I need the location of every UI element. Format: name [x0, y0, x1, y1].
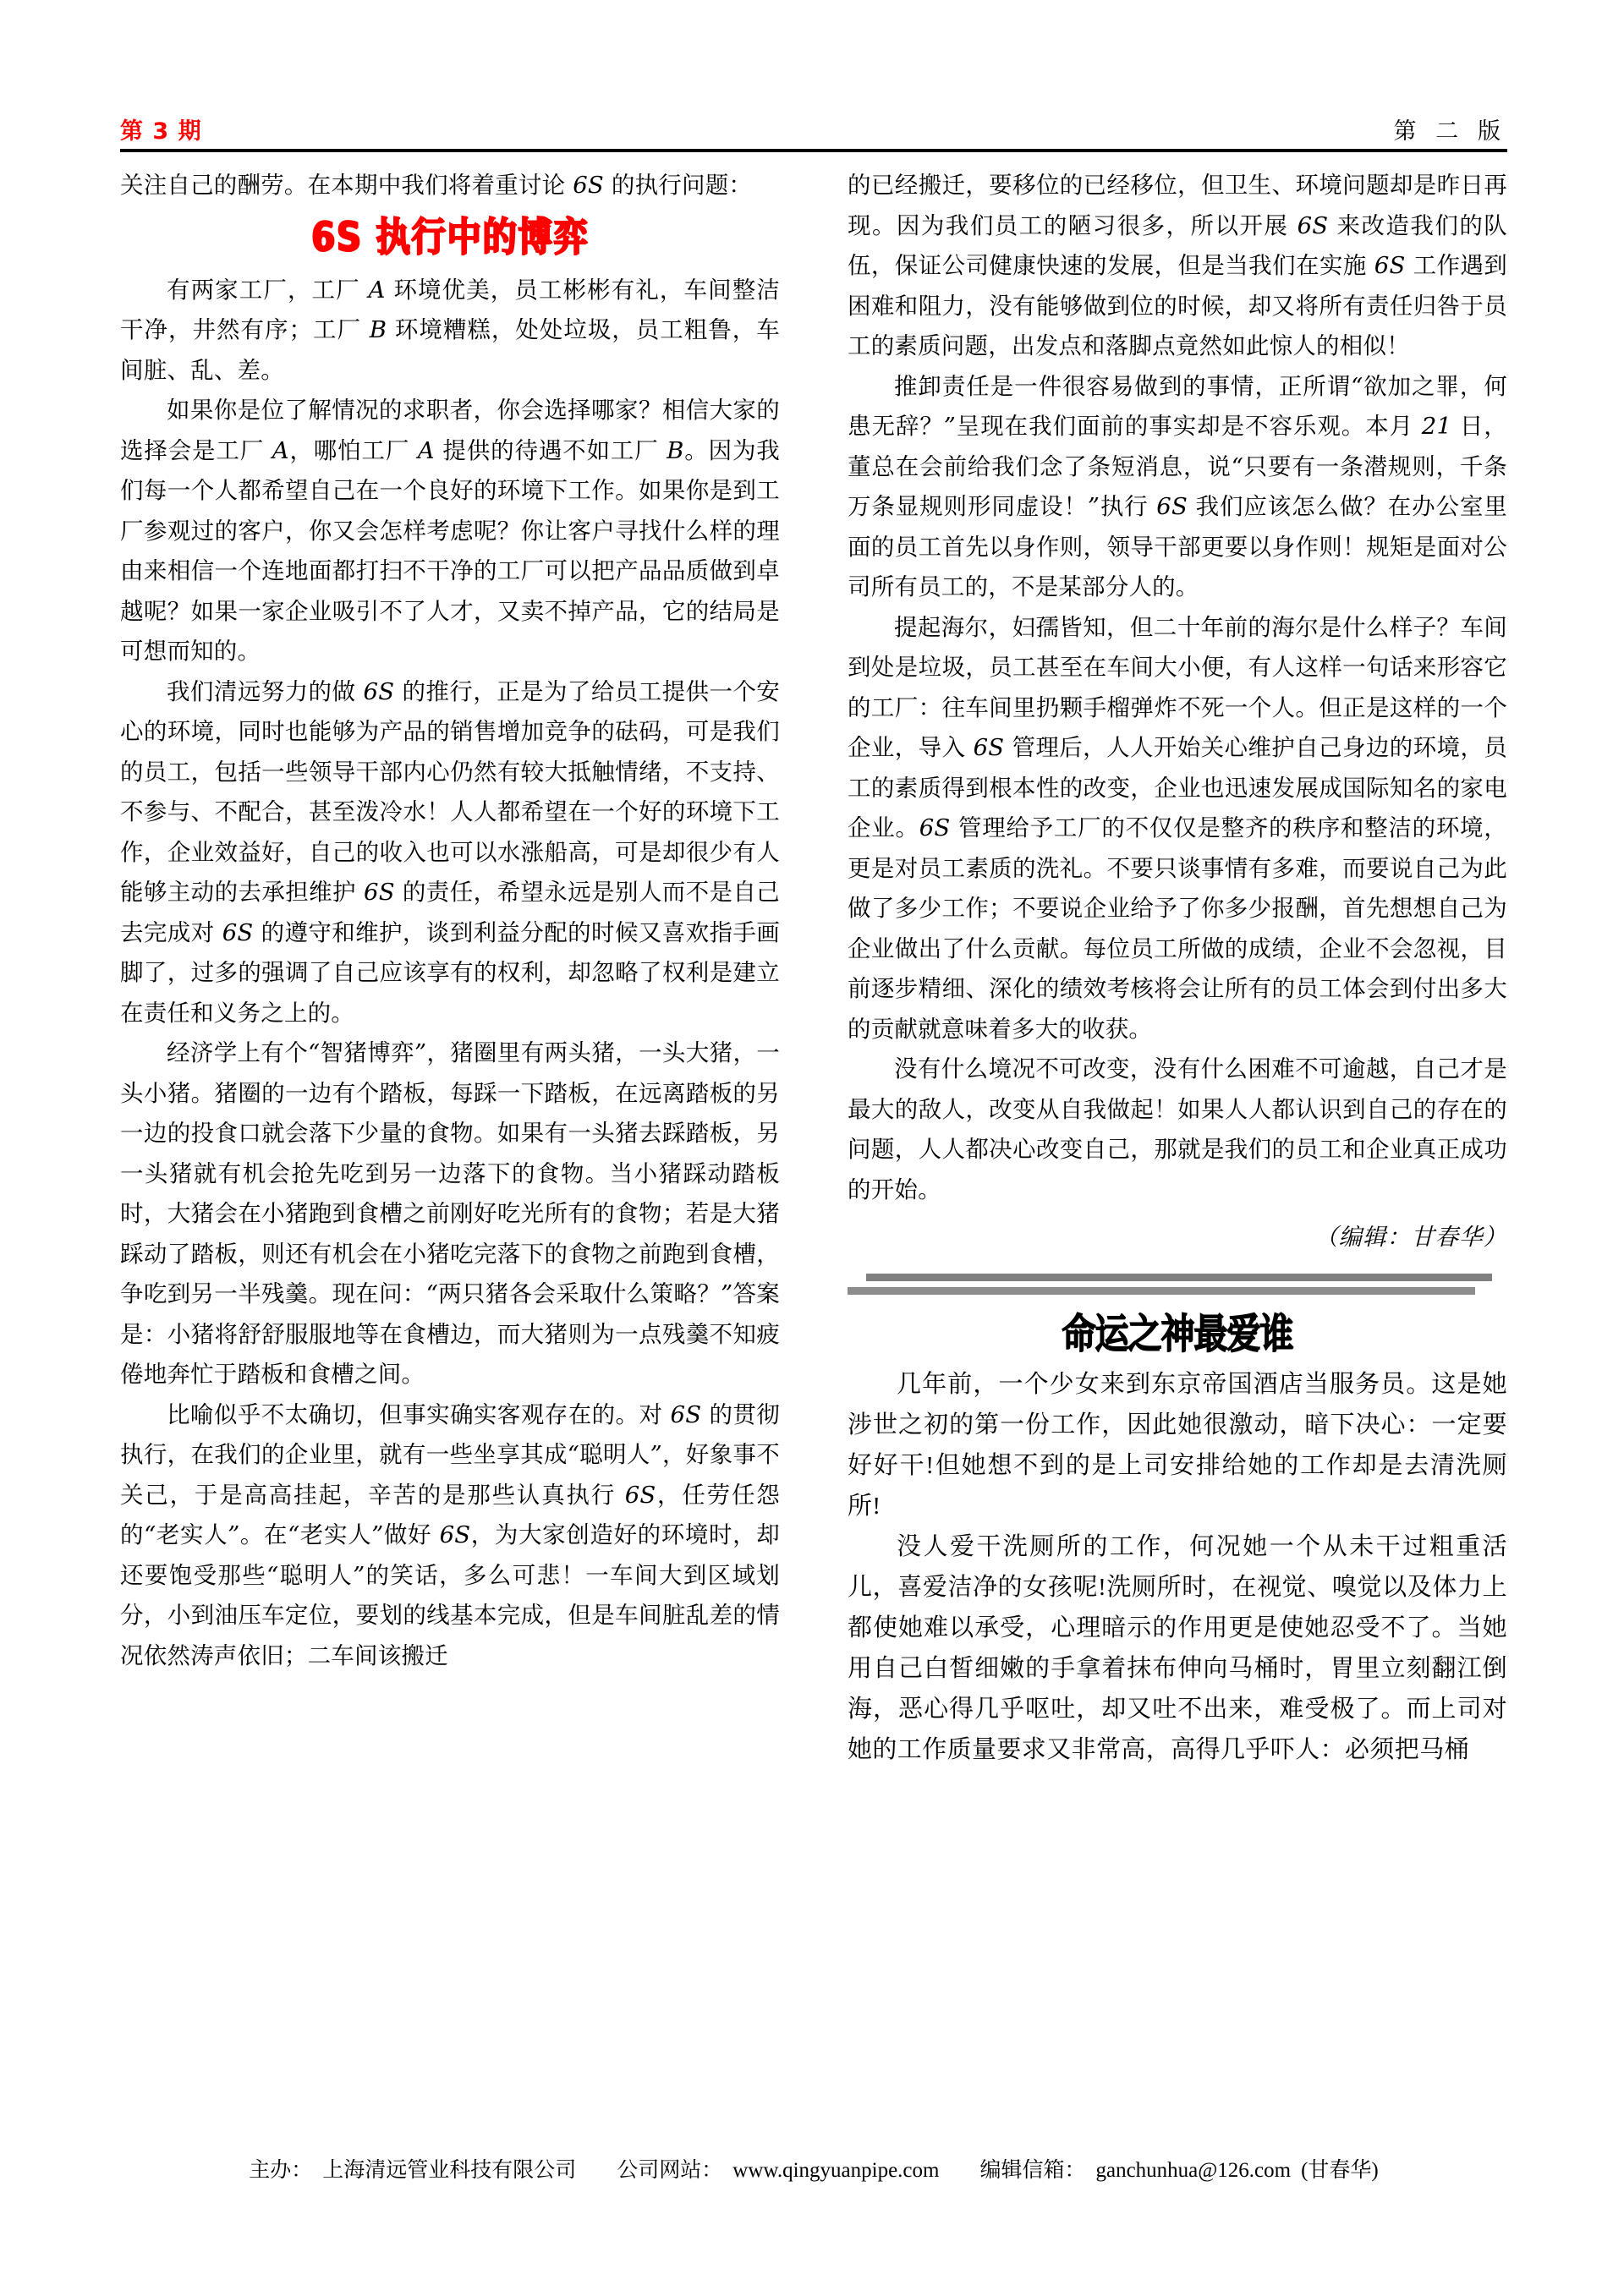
article1-paragraph: 比喻似乎不太确切，但事实确实客观存在的。对 6S 的贯彻执行，在我们的企业里，就有一些坐享其成“聪明人”，好象事不关己，于是高高挂起，辛苦的是那些认真执行 6S，任劳任怨的“老实人”。在“老实人”做好 6S，为大家创造好的环境时，却还要饱受那些“聪明人”的笑话，多么可悲！一车间大到区域划分，小到油压车定位，要划的线基本完成，但是车间脏乱差的情况依然涛声依旧；二车间该搬迁	[120, 1400, 780, 1669]
footer-website-value[interactable]: www.qingyuanpipe.com	[732, 2159, 940, 2182]
footer-email-label: 编辑信箱：	[979, 2159, 1086, 2182]
footer-editor-name: (甘春华)	[1301, 2159, 1379, 2182]
article-divider	[848, 1271, 1507, 1300]
article1-paragraph: 如果你是位了解情况的求职者，你会选择哪家？相信大家的选择会是工厂 A，哪怕工厂 A 提供的待遇不如工厂 B。因为我们每一个人都希望自己在一个良好的环境下工作。如果你是到工厂参观过的客户，你又会怎样考虑呢？你让客户寻找什么样的理由来相信一个连地面都打扫不干净的工厂可以把产品品质做到卓越呢？如果一家企业吸引不了人才，又卖不掉产品，它的结局是可想而知的。	[120, 397, 780, 665]
article1-paragraph: 没有什么境况不可改变，没有什么困难不可逾越，自己才是最大的敌人，改变从自我做起！如果人人都认识到自己的存在的问题，人人都决心改变自己，那就是我们的员工和企业真正成功的开始。	[848, 1055, 1507, 1203]
page-footer	[120, 2155, 1507, 2187]
article-columns	[120, 166, 1507, 2111]
article1-paragraph: 经济学上有个“智猪博弈”，猪圈里有两头猪，一头大猪，一头小猪。猪圈的一边有个踏板，每踩一下踏板，在远离踏板的另一边的投食口就会落下少量的食物。如果有一头猪去踩踏板，另一头猪就有机会抢先吃到另一边落下的食物。当小猪踩动踏板时，大猪会在小猪跑到食槽之前刚好吃光所有的食物；若是大猪踩动了踏板，则还有机会在小猪吃完落下的食物之前跑到食槽，争吃到另一半残羹。现在问：“两只猪各会采取什么策略？”答案是：小猪将舒舒服服地等在食槽边，而大猪则为一点残羹不知疲倦地奔忙于踏板和食槽之间。	[120, 1039, 780, 1388]
right-column	[848, 166, 1507, 1770]
article1-paragraph: 提起海尔，妇孺皆知，但二十年前的海尔是什么样子？车间到处是垃圾，员工甚至在车间大小便，有人这样一句话来形容它的工厂：往车间里扔颗手榴弹炸不死一个人。但正是这样的一个企业，导入 6S 管理后，人人开始关心维护自己身边的环境，员工的素质得到根本性的改变，企业也迅速发展成国际知名的家电企业。6S 管理给予工厂的不仅仅是整齐的秩序和整洁的环境，更是对员工素质的洗礼。不要只谈事情有多难，而要说自己为此做了多少工作；不要说企业给予了你多少报酬，首先想想自己为企业做出了什么贡献。每位员工所做的成绩，企业不会忽视，目前逐步精细、深化的绩效考核将会让所有的员工体会到付出多大的贡献就意味着多大的收获。	[848, 613, 1507, 1043]
masthead-issue-number: 第 3 期	[120, 118, 202, 145]
footer-website-label: 公司网站：	[617, 2159, 723, 2182]
article1-paragraph: 我们清远努力的做 6S 的推行，正是为了给员工提供一个安心的环境，同时也能够为产品的销售增加竞争的砝码，可是我们的员工，包括一些领导干部内心仍然有较大抵触情绪，不支持、不参与、不配合，甚至泼冷水！人人都希望在一个好的环境下工作，企业效益好，自己的收入也可以水涨船高，可是却很少有人能够主动的去承担维护 6S 的责任，希望永远是别人而不是自己去完成对 6S 的遵守和维护，谈到利益分配的时候又喜欢指手画脚了，过多的强调了自己应该享有的权利，却忽略了权利是建立在责任和义务之上的。	[120, 677, 780, 1027]
article1-title: 6S 执行中的博弈	[310, 214, 590, 260]
footer-email-value[interactable]: ganchunhua@126.com	[1095, 2159, 1292, 2182]
article1-paragraph: 的已经搬迁，要移位的已经移位，但卫生、环境问题却是昨日再现。因为我们员工的陋习很多，所以开展 6S 来改造我们的队伍，保证公司健康快速的发展，但是当我们在实施 6S 工作遇到困难和阻力，没有能够做到位的时候，却又将所有责任归咎于员工的素质问题，出发点和落脚点竟然如此惊人的相似！	[848, 172, 1507, 359]
footer-organizer-label: 主办：	[249, 2159, 313, 2182]
masthead	[120, 100, 1507, 152]
article2-paragraph: 几年前，一个少女来到东京帝国酒店当服务员。这是她涉世之初的第一份工作，因此她很激动，暗下决心：一定要好好干!但她想不到的是上司安排给她的工作却是去清洗厕所!	[848, 1371, 1507, 1520]
article1-byline: （编辑：甘春华）	[1314, 1224, 1507, 1251]
article1-lead-paragraph: 关注自己的酬劳。在本期中我们将着重讨论 6S 的执行问题：	[120, 172, 753, 199]
article1-paragraph: 推卸责任是一件很容易做到的事情，正所谓“欲加之罪，何患无辞？”呈现在我们面前的事实却是不容乐观。本月 21 日，董总在会前给我们念了条短消息，说“只要有一条潜规则，千条万条显规则形同虚设！”执行 6S 我们应该怎么做？在办公室里面的员工首先以身作则，领导干部更要以身作则！规矩是面对公司所有员工的，不是某部分人的。	[848, 372, 1507, 600]
article1-paragraph: 有两家工厂，工厂 A 环境优美，员工彬彬有礼，车间整洁干净，井然有序；工厂 B 环境糟糕，处处垃圾，员工粗鲁，车间脏、乱、差。	[120, 276, 780, 384]
divider-bar-upper	[866, 1274, 1492, 1281]
divider-bar-lower	[848, 1287, 1475, 1295]
footer-organizer-value: 上海清远管业科技有限公司	[322, 2159, 577, 2182]
masthead-rule	[120, 149, 1507, 152]
article2-title: 命运之神最爱谁	[1062, 1311, 1293, 1358]
masthead-page-label: 第 二 版	[1393, 118, 1507, 144]
left-column	[120, 166, 780, 1676]
article2-paragraph: 没人爱干洗厕所的工作，何况她一个从未干过粗重活儿，喜爱洁净的女孩呢!洗厕所时，在视觉、嗅觉以及体力上都使她难以承受，心理暗示的作用更是使她忍受不了。当她用自己白皙细嫩的手拿着抹布伸向马桶时，胃里立刻翻江倒海，恶心得几乎呕吐，却又吐不出来，难受极了。而上司对她的工作质量要求又非常高，高得几乎吓人：必须把马桶	[848, 1533, 1507, 1763]
